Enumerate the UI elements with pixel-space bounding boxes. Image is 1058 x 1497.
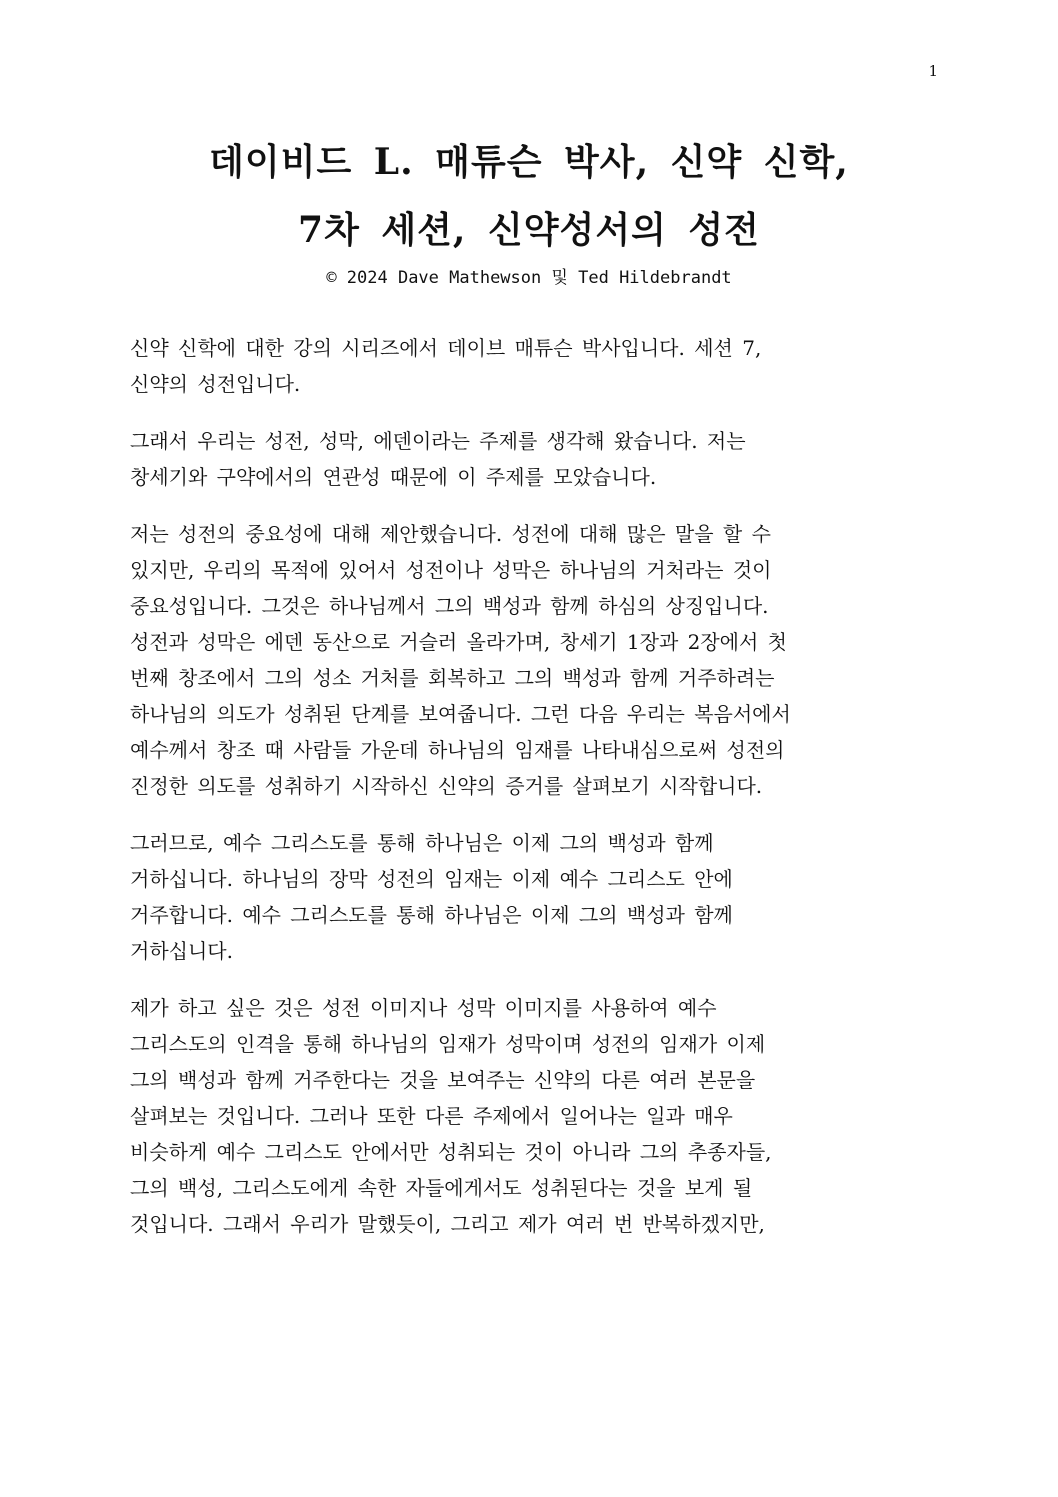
text-line: 그의 백성, 그리스도에게 속한 자들에게서도 성취된다는 것을 보게 될 (130, 1176, 753, 1200)
paragraph-3 (130, 516, 940, 804)
text-line: 그리스도의 인격을 통해 하나님의 임재가 성막이며 성전의 임재가 이제 (130, 1032, 766, 1056)
copyright-notice: © 2024 Dave Mathewson 및 Ted Hildebrandt (326, 268, 732, 288)
paragraph-5 (130, 990, 940, 1242)
text-line: 살펴보는 것입니다. 그러나 또한 다른 주제에서 일어나는 일과 매우 (130, 1104, 733, 1128)
paragraph-4 (130, 825, 940, 969)
text-line: 신약 신학에 대한 강의 시리즈에서 데이브 매튜슨 박사입니다. 세션 7, (130, 336, 762, 360)
text-line: 저는 성전의 중요성에 대해 제안했습니다. 성전에 대해 많은 말을 할 수 (130, 522, 771, 546)
text-line: 진정한 의도를 성취하기 시작하신 신약의 증거를 살펴보기 시작합니다. (130, 774, 763, 798)
text-line: 창세기와 구약에서의 연관성 때문에 이 주제를 모았습니다. (130, 465, 657, 489)
text-line: 거하십니다. 하나님의 장막 성전의 임재는 이제 예수 그리스도 안에 (130, 867, 733, 891)
text-line: 예수께서 창조 때 사람들 가운데 하나님의 임재를 나타내심으로써 성전의 (130, 738, 785, 762)
text-line: 그러므로, 예수 그리스도를 통해 하나님은 이제 그의 백성과 함께 (130, 831, 714, 855)
text-line: 번째 창조에서 그의 성소 거처를 회복하고 그의 백성과 함께 거주하려는 (130, 666, 775, 690)
paragraph-2 (130, 423, 940, 495)
text-line: 비슷하게 예수 그리스도 안에서만 성취되는 것이 아니라 그의 추종자들, (130, 1140, 772, 1164)
title-line-1: 데이비드 L. 매튜슨 박사, 신약 신학, (209, 141, 849, 183)
page-number: 1 (928, 62, 938, 80)
text-line: 그의 백성과 함께 거주한다는 것을 보여주는 신약의 다른 여러 본문을 (130, 1068, 756, 1092)
text-line: 거주합니다. 예수 그리스도를 통해 하나님은 이제 그의 백성과 함께 (130, 903, 733, 927)
text-line: 것입니다. 그래서 우리가 말했듯이, 그리고 제가 여러 번 반복하겠지만, (130, 1212, 765, 1236)
body-text (130, 330, 940, 1263)
text-line: 신약의 성전입니다. (130, 372, 301, 396)
text-line: 제가 하고 싶은 것은 성전 이미지나 성막 이미지를 사용하여 예수 (130, 996, 717, 1020)
paragraph-1 (130, 330, 940, 402)
text-line: 성전과 성막은 에덴 동산으로 거슬러 올라가며, 창세기 1장과 2장에서 첫 (130, 630, 787, 654)
title-line-2: 7차 세션, 신약성서의 성전 (298, 209, 760, 251)
document-title (60, 128, 998, 264)
text-line: 있지만, 우리의 목적에 있어서 성전이나 성막은 하나님의 거처라는 것이 (130, 558, 772, 582)
text-line: 거하십니다. (130, 939, 233, 963)
text-line: 중요성입니다. 그것은 하나님께서 그의 백성과 함께 하심의 상징입니다. (130, 594, 769, 618)
text-line: 그래서 우리는 성전, 성막, 에덴이라는 주제를 생각해 왔습니다. 저는 (130, 429, 746, 453)
text-line: 하나님의 의도가 성취된 단계를 보여줍니다. 그런 다음 우리는 복음서에서 (130, 702, 791, 726)
